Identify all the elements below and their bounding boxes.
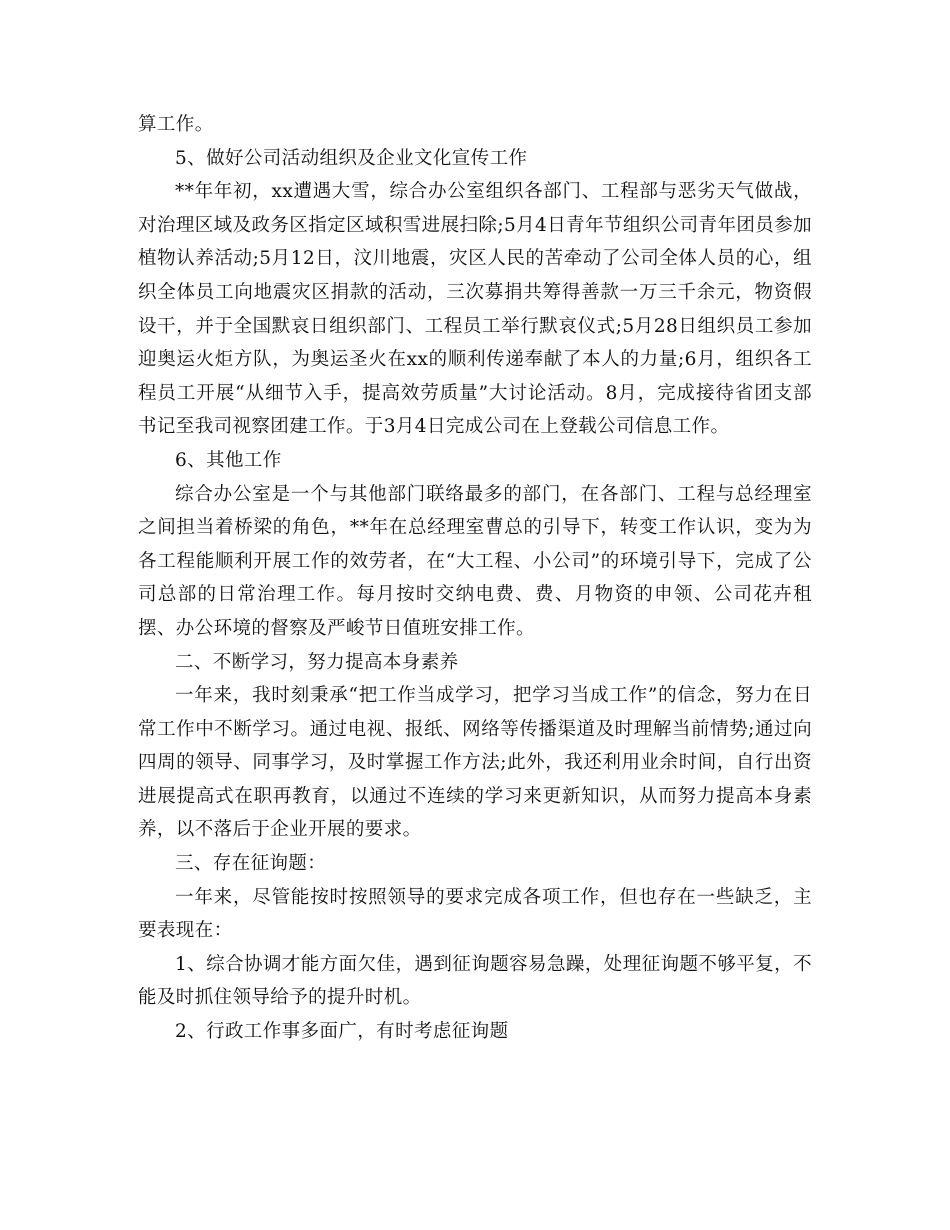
section-heading-5: 5、做好公司活动组织及企业文化宣传工作 <box>175 147 528 169</box>
section-heading-two: 二、不断学习，努力提高本身素养 <box>175 651 459 673</box>
paragraph-3: **年年初，xx遭遇大雪，综合办公室组织各部门、工程部与恶劣天气做战，对治理区域及政务区指定区域积雪进展扫除;5月4日青年节组织公司青年团员参加植物认养活动;5月12日，汶川地震，灾区人民的苦牵动了公司全体人员的心，组织全体员工向地震灾区捐款的活动，三次募捐共筹得善款一万三千余元，物资假设干，并于全国默哀日组织部门、工程员工举行默哀仪式;5月28日组织员工参加迎奥运火炬方队，为奥运圣火在xx的顺利传递奉献了本人的力量;6月，组织各工程员工开展“从细节入手，提高效劳质量”大讨论活动。8月，完成接待省团支部书记至我司视察团建工作。于3月4日完成公司在上登载公司信息工作。 <box>138 181 812 438</box>
paragraph-11: 2、行政工作事多面广，有时考虑征询题 <box>175 1021 509 1043</box>
paragraph-1: 算工作。 <box>138 114 214 135</box>
paragraph-10: 1、综合协调才能方面欠佳，遇到征询题容易急躁，处理征询题不够平复，不能及时抓住领导给予的提升时机。 <box>138 953 812 1009</box>
paragraph-9: 一年来，尽管能按时按照领导的要求完成各项工作，但也存在一些缺乏，主要表现在： <box>138 886 812 942</box>
section-heading-three: 三、存在征询题： <box>175 853 327 875</box>
section-heading-6: 6、其他工作 <box>175 449 282 471</box>
document-body <box>138 108 812 1049</box>
paragraph-7: 一年来，我时刻秉承“把工作当成学习，把学习当成工作”的信念，努力在日常工作中不断学习。通过电视、报纸、网络等传播渠道及时理解当前情势;通过向四周的领导、同事学习，及时掌握工作方法;此外，我还利用业余时间，自行出资进展提高式在职再教育，以通过不连续的学习来更新知识，从而努力提高本身素养，以不落后于企业开展的要求。 <box>138 685 812 841</box>
paragraph-5: 综合办公室是一个与其他部门联络最多的部门，在各部门、工程与总经理室之间担当着桥梁的角色，**年在总经理室曹总的引导下，转变工作认识，变为为各工程能顺利开展工作的效劳者，在“大工程、小公司”的环境引导下，完成了公司总部的日常治理工作。每月按时交纳电费、费、月物资的申领、公司花卉租摆、办公环境的督察及严峻节日值班安排工作。 <box>138 483 812 639</box>
